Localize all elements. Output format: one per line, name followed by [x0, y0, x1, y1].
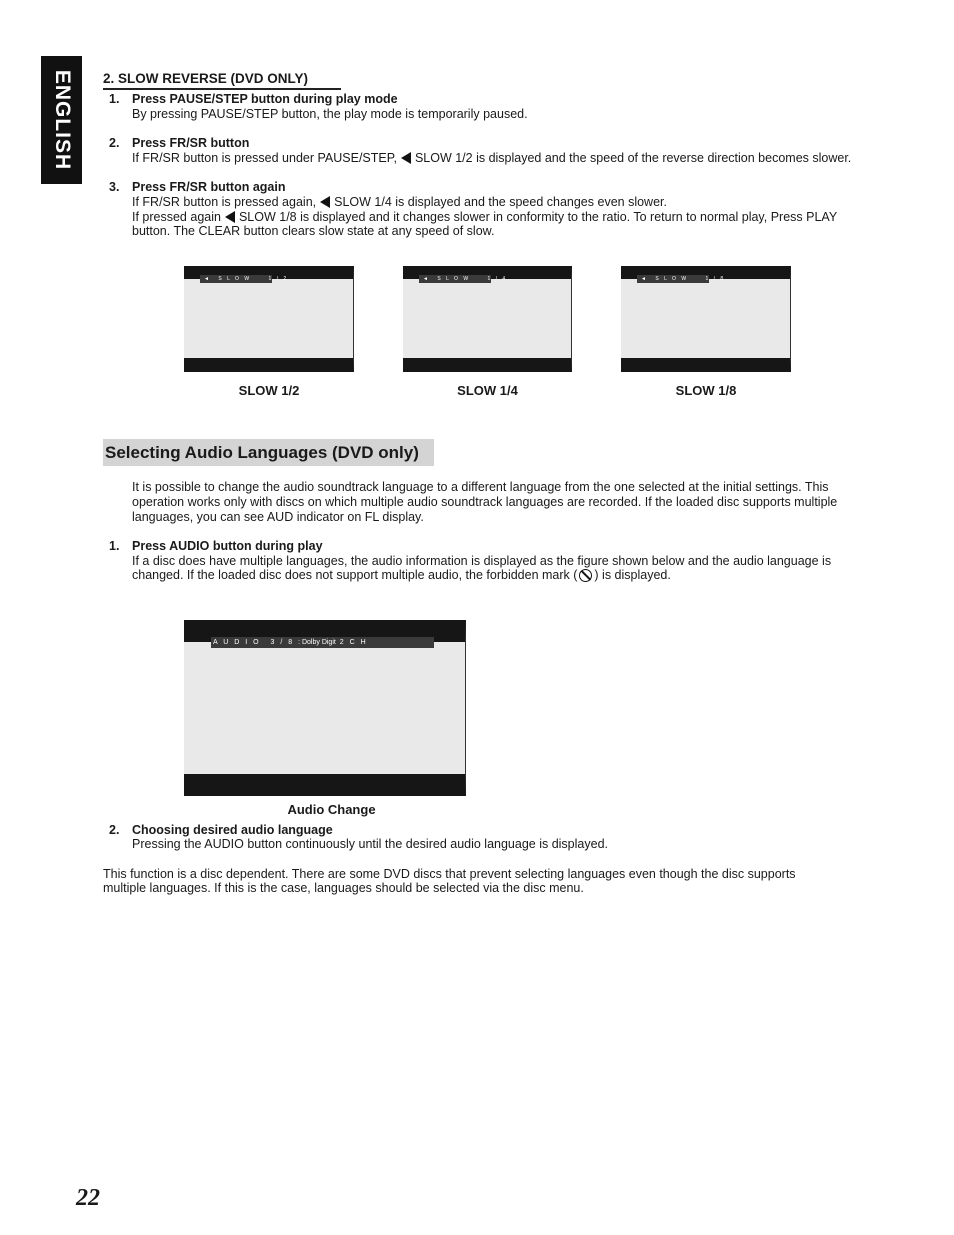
- step-text: [132, 151, 851, 166]
- step-text-pre: If FR/SR button is pressed under PAUSE/STEP,: [132, 151, 397, 165]
- osd-bar: [200, 275, 289, 283]
- step-text: By pressing PAUSE/STEP button, the play mode is temporarily paused.: [132, 107, 528, 121]
- intro-line: It is possible to change the audio soundtrack language to a different language from the one selected at the initial settings. This: [132, 480, 829, 494]
- step-text-pre: changed. If the loaded disc does not support multiple audio, the forbidden mark (: [132, 568, 578, 582]
- step-number: 2.: [109, 823, 120, 837]
- osd-format: : Dolby Digit: [298, 639, 336, 646]
- step-number: 3.: [109, 180, 120, 194]
- osd-bar: [637, 275, 726, 283]
- osd-value: 1 / 4: [487, 276, 508, 282]
- step-text: [132, 210, 837, 225]
- step-number: 2.: [109, 136, 120, 150]
- intro-line: operation works only with discs on which multiple audio soundtrack languages are recorded. If the loaded disc supports multiple: [132, 495, 838, 509]
- step-text-post: SLOW 1/2 is displayed and the speed of the reverse direction becomes slower.: [414, 151, 852, 165]
- reverse-arrow-icon: [401, 152, 411, 164]
- step-title: Press FR/SR button: [132, 136, 250, 150]
- forbidden-mark-icon: [579, 569, 592, 582]
- page-number: 22: [76, 1185, 100, 1211]
- osd-label: S L O W: [218, 276, 252, 282]
- osd-channels: 2 C H: [339, 639, 368, 646]
- heading-underline: [103, 88, 341, 90]
- step-text: Pressing the AUDIO button continuously until the desired audio language is displayed.: [132, 837, 608, 851]
- step-text-pre: If pressed again: [132, 210, 221, 224]
- osd-bar: [211, 637, 434, 648]
- screen-caption: SLOW 1/4: [457, 383, 518, 398]
- osd-label: A U D I O: [213, 639, 261, 646]
- section-heading-slow-reverse: 2. SLOW REVERSE (DVD ONLY): [103, 71, 309, 86]
- step-text-post: SLOW 1/8 is displayed and it changes slower in conformity to the ratio. To return to normal play, Press PLAY: [238, 210, 838, 224]
- step-text: [132, 195, 667, 210]
- side-tab-label: ENGLISH: [50, 69, 74, 171]
- reverse-arrow-icon: [225, 211, 235, 223]
- osd-value: 1 / 8: [705, 276, 726, 282]
- step-text-pre: If FR/SR button is pressed again,: [132, 195, 317, 209]
- step-title: Choosing desired audio language: [132, 823, 333, 837]
- step-text: If a disc does have multiple languages, the audio information is displayed as the figure shown below and the audio language is: [132, 554, 832, 568]
- osd-reverse-icon: ◄: [641, 276, 648, 282]
- step-title: Press FR/SR button again: [132, 180, 286, 194]
- step-text-post: ) is displayed.: [594, 568, 671, 582]
- intro-line: languages, you can see AUD indicator on FL display.: [132, 510, 424, 524]
- osd-label: S L O W: [655, 276, 689, 282]
- step-title: Press AUDIO button during play: [132, 539, 323, 553]
- screen-caption: Audio Change: [287, 802, 376, 817]
- osd-bar: [419, 275, 508, 283]
- osd-value: 1 / 2: [268, 276, 289, 282]
- osd-reverse-icon: ◄: [423, 276, 430, 282]
- section-heading-audio: Selecting Audio Languages (DVD only): [103, 439, 434, 466]
- step-text-post: SLOW 1/4 is displayed and the speed changes even slower.: [334, 195, 667, 209]
- screen-caption: SLOW 1/8: [675, 383, 737, 398]
- osd-value: 3 / 8: [270, 639, 295, 646]
- note-line: multiple languages. If this is the case, languages should be selected via the disc menu.: [103, 881, 584, 895]
- step-text: [132, 568, 671, 583]
- step-title: Press PAUSE/STEP button during play mode: [132, 92, 398, 106]
- language-side-tab: [41, 56, 82, 184]
- reverse-arrow-icon: [320, 196, 330, 208]
- osd-label: S L O W: [437, 276, 471, 282]
- audio-screen: [184, 620, 466, 796]
- slow-screen-1-2: [184, 266, 354, 372]
- note-line: This function is a disc dependent. There are some DVD discs that prevent selecting languages even though the disc supports: [103, 867, 796, 881]
- slow-screen-1-4: [403, 266, 572, 372]
- step-number: 1.: [109, 539, 120, 553]
- screen-caption: SLOW 1/2: [238, 383, 300, 398]
- osd-reverse-icon: ◄: [204, 276, 211, 282]
- step-number: 1.: [109, 92, 120, 106]
- step-text: button. The CLEAR button clears slow state at any speed of slow.: [132, 224, 495, 238]
- slow-screen-1-8: [621, 266, 791, 372]
